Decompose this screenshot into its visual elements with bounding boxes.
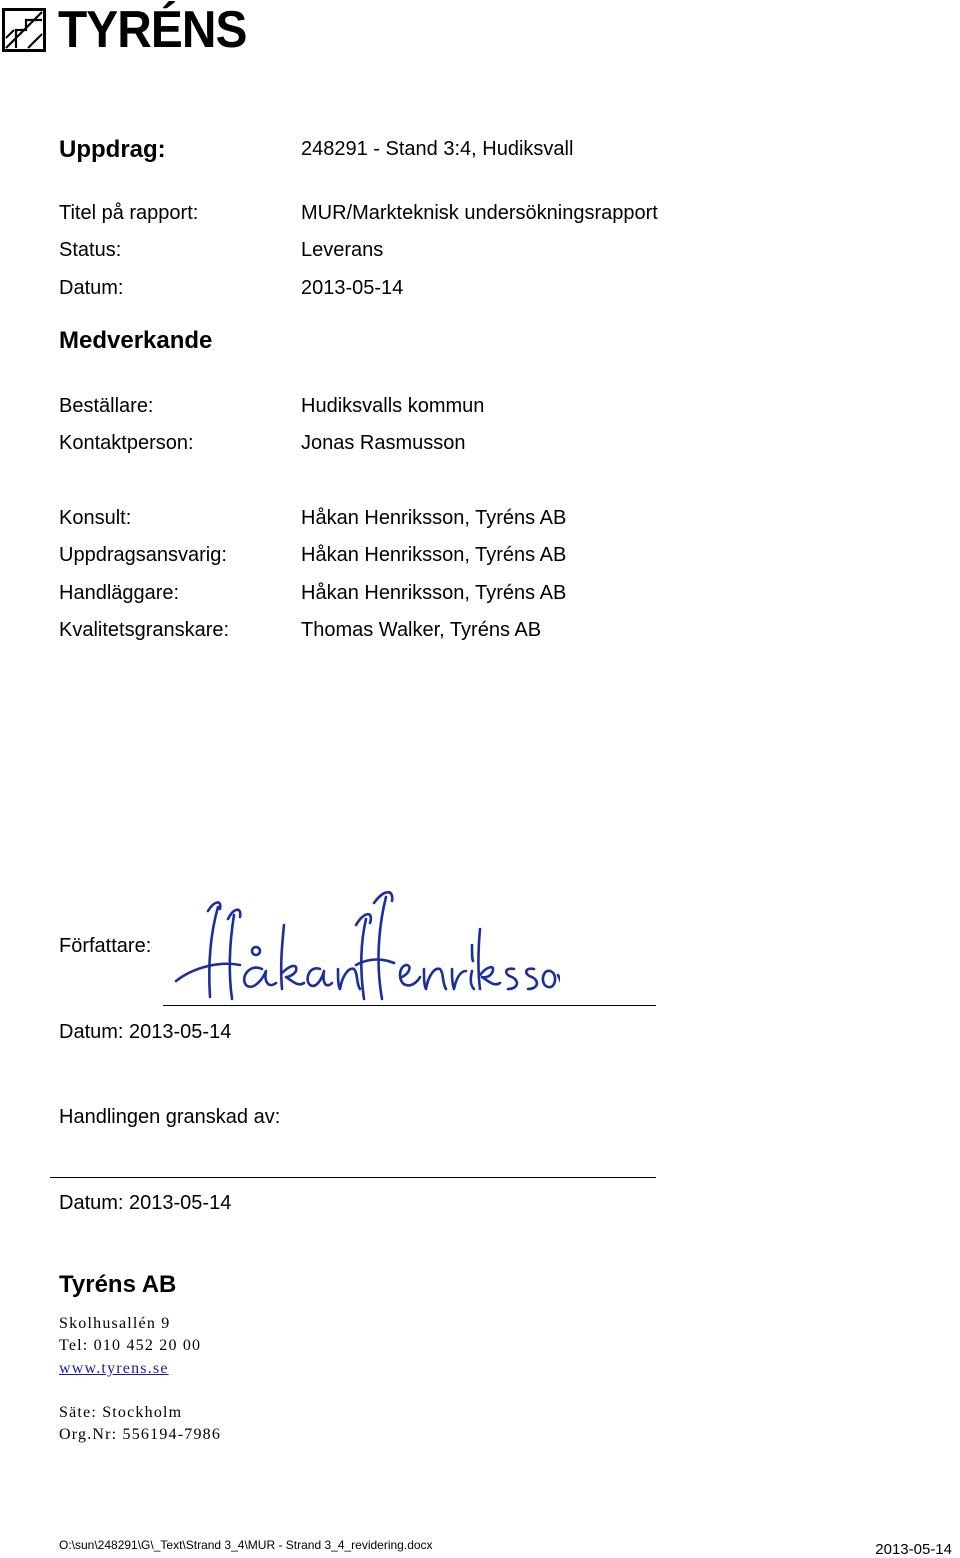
logo-wordmark: TYRÉNS [58, 1, 247, 59]
author-signature-line [163, 1005, 656, 1006]
footer-date: 2013-05-14 [875, 1541, 952, 1558]
status-label: Status: [59, 239, 122, 261]
company-name: Tyréns AB [59, 1271, 177, 1298]
assignment-value: 248291 - Stand 3:4, Hudiksvall [301, 138, 574, 160]
review-label: Handlingen granskad av: [59, 1106, 281, 1128]
footer-file-path: O:\sun\248291\G\_Text\Strand 3_4\MUR - Strand 3_4_revidering.docx [59, 1538, 433, 1552]
report-title-label: Titel på rapport: [59, 202, 199, 224]
participants-heading: Medverkande [59, 327, 213, 354]
author-date: Datum: 2013-05-14 [59, 1021, 232, 1043]
report-title-value: MUR/Markteknisk undersökningsrapport [301, 202, 658, 224]
company-phone: Tel: 010 452 20 00 [59, 1337, 202, 1354]
tyrens-logo-mark-icon [2, 8, 46, 52]
company-address: Skolhusallén 9 [59, 1315, 171, 1332]
assignment-label: Uppdrag: [59, 136, 166, 163]
consultant-value: Håkan Henriksson, Tyréns AB [301, 507, 567, 529]
assignment-manager-label: Uppdragsansvarig: [59, 544, 227, 566]
company-website-link[interactable]: www.tyrens.se [59, 1360, 169, 1377]
client-value: Hudiksvalls kommun [301, 395, 485, 417]
date-value: 2013-05-14 [301, 277, 404, 299]
review-date: Datum: 2013-05-14 [59, 1192, 232, 1214]
quality-reviewer-label: Kvalitetsgranskare: [59, 619, 230, 641]
handler-value: Håkan Henriksson, Tyréns AB [301, 582, 567, 604]
quality-reviewer-value: Thomas Walker, Tyréns AB [301, 619, 542, 641]
client-label: Beställare: [59, 395, 154, 417]
status-value: Leverans [301, 239, 384, 261]
company-seat: Säte: Stockholm [59, 1404, 183, 1421]
company-org-nr: Org.Nr: 556194-7986 [59, 1426, 222, 1443]
consultant-label: Konsult: [59, 507, 132, 529]
assignment-manager-value: Håkan Henriksson, Tyréns AB [301, 544, 567, 566]
handler-label: Handläggare: [59, 582, 180, 604]
author-label: Författare: [59, 935, 152, 957]
review-signature-line [50, 1177, 656, 1178]
author-signature [170, 885, 560, 1010]
contact-value: Jonas Rasmusson [301, 432, 466, 454]
date-label: Datum: [59, 277, 124, 299]
contact-label: Kontaktperson: [59, 432, 194, 454]
